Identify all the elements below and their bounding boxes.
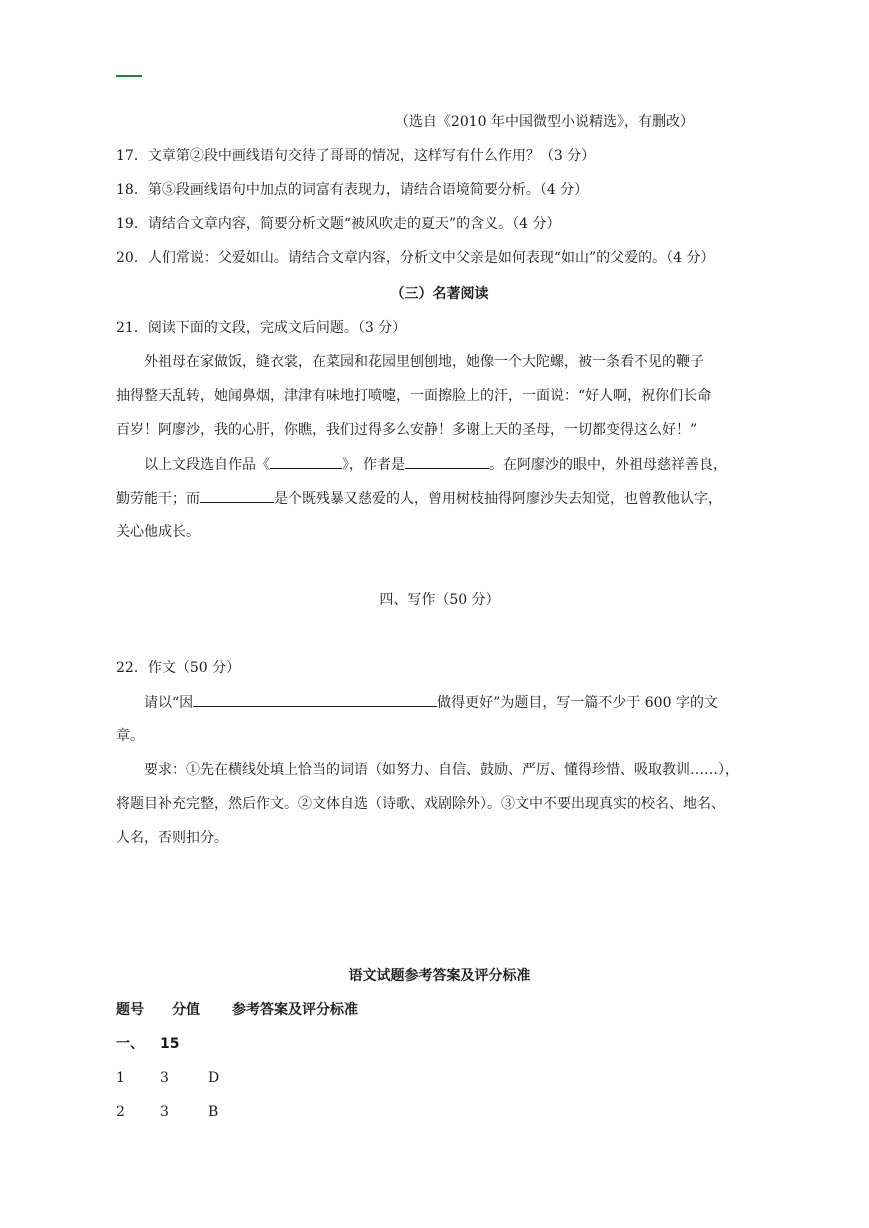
row-number: 一、 <box>116 1036 144 1052</box>
character-blank[interactable] <box>200 488 274 503</box>
row-number: 1 <box>116 1070 125 1086</box>
fill-line-1 <box>116 454 763 475</box>
essay-requirement-1: 要求：①先在横线处填上恰当的词语（如努力、自信、鼓励、严厉、懂得珍惜、吸取教训……）， <box>144 762 739 778</box>
question-17: 17．文章第②段中画线语句交待了哥哥的情况，这样写有什么作用？（3 分） <box>116 148 596 164</box>
header-number: 题号 <box>116 1002 144 1018</box>
question-21-prompt: 21．阅读下面的文段，完成文后问题。（3 分） <box>116 320 407 336</box>
fill-text: 》，作者是 <box>342 457 405 473</box>
answer-title: 语文试题参考答案及评分标准 <box>348 968 531 984</box>
answer-table-header <box>116 1000 763 1020</box>
fill-line-3: 关心他成长。 <box>116 524 200 540</box>
passage-line-2: 抽得整天乱转，她闻鼻烟，津津有味地打喷嚏，一面擦脸上的汗，一面说：“好人啊，祝你们长命 <box>116 388 712 404</box>
passage-line-3: 百岁！阿廖沙，我的心肝，你瞧，我们过得多么安静！多谢上天的圣母，一切都变得这么好！” <box>116 422 698 438</box>
row-answer: D <box>208 1070 220 1086</box>
essay-requirement-2: 将题目补充完整，然后作文。②文体自选（诗歌、戏剧除外）。③文中不要出现真实的校名、地名、 <box>116 796 725 812</box>
section-3-title: （三）名著阅读 <box>390 286 489 302</box>
header-answer: 参考答案及评分标准 <box>232 1002 358 1018</box>
essay-requirement-3: 人名，否则扣分。 <box>116 830 228 846</box>
author-blank[interactable] <box>405 454 489 469</box>
green-underline-mark <box>116 75 142 77</box>
fill-text: 。在阿廖沙的眼中，外祖母慈祥善良， <box>489 457 727 473</box>
fill-text: 是个既残暴又慈爱的人，曾用树枝抽得阿廖沙失去知觉，也曾教他认字， <box>274 491 722 507</box>
fill-line-2 <box>116 488 763 509</box>
source-citation: （选自《2010 年中国微型小说精选》，有删改） <box>394 114 694 130</box>
essay-text: 做得更好”为题目，写一篇不少于 600 字的文 <box>437 695 718 711</box>
row-answer: B <box>208 1104 219 1120</box>
essay-text: 请以“因 <box>144 695 194 711</box>
header-score: 分值 <box>172 1002 200 1018</box>
fill-text: 勤劳能干；而 <box>116 491 200 507</box>
fill-text: 以上文段选自作品《 <box>144 457 270 473</box>
answer-row <box>116 1068 763 1088</box>
row-score: 3 <box>160 1070 169 1086</box>
essay-title-blank[interactable] <box>193 692 437 707</box>
essay-title-line <box>116 692 763 713</box>
question-20: 20．人们常说：父爱如山。请结合文章内容，分析文中父亲是如何表现“如山”的父爱的。（4 分） <box>116 250 715 266</box>
answer-row <box>116 1034 763 1054</box>
work-title-blank[interactable] <box>270 454 342 469</box>
row-score: 15 <box>160 1036 180 1052</box>
question-22-prompt: 22．作文（50 分） <box>116 660 241 676</box>
row-score: 3 <box>160 1104 169 1120</box>
question-19: 19．请结合文章内容，简要分析文题“被风吹走的夏天”的含义。（4 分） <box>116 216 561 232</box>
passage-line-1: 外祖母在家做饭，缝衣裳，在菜园和花园里刨刨地，她像一个大陀螺，被一条看不见的鞭子 <box>144 354 704 370</box>
row-number: 2 <box>116 1104 125 1120</box>
answer-row <box>116 1102 763 1122</box>
question-18: 18．第⑤段画线语句中加点的词富有表现力，请结合语境简要分析。（4 分） <box>116 182 589 198</box>
section-4-title: 四、写作（50 分） <box>379 592 500 608</box>
essay-line-2: 章。 <box>116 728 144 744</box>
